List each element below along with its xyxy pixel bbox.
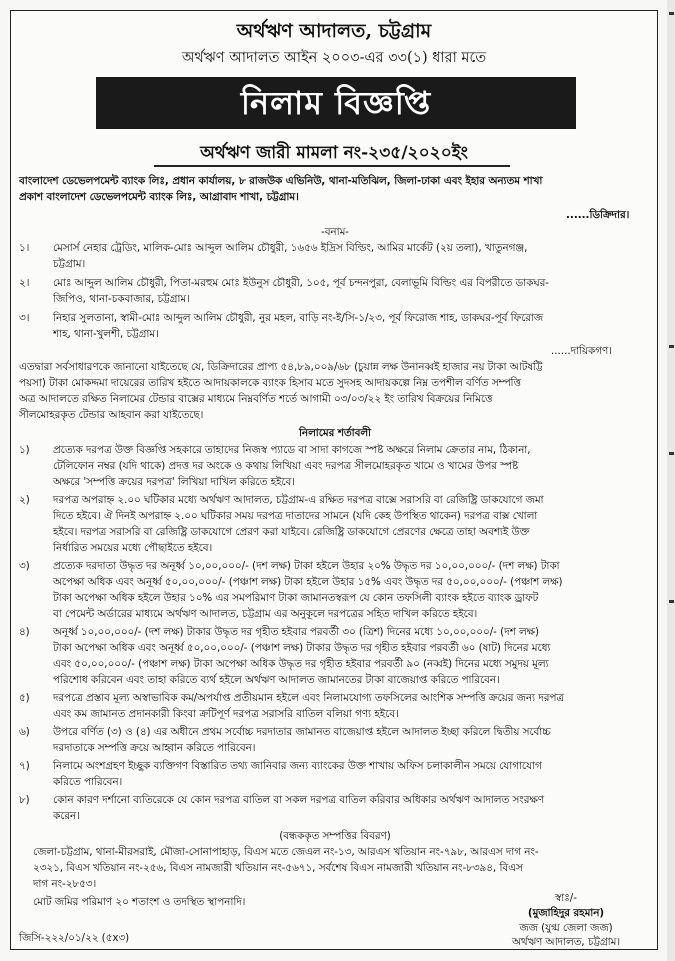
condition-line: অনূর্ধ্ব ১০,০০,০০০/- (দশ লক্ষ) টাকার উদ্ধৃত দর গৃহীত হইবার পরবর্তী ৩০ (ত্রিশ) দিনের মধ্যে ১০,০০,০০০/- (দশ লক্ষ) (53, 626, 539, 638)
condition-line: প্রত্যেক দরপত্র উক্ত বিজ্ঞপ্তি সহকারে তাহাদের নিজস্ব প্যাডে বা সাদা কাগজে স্পষ্ট অক্ষরে নিলাম ক্রেতার নাম, ঠিকানা, (53, 444, 531, 456)
defendants-role: ......দায়িকগণ। (551, 345, 612, 357)
condition-line: নিলামে অংশগ্রহণ ইচ্ছুক ব্যক্তিগণ বিস্তারিত তথ্য জানিবার জন্য ব্যাংকের উক্ত শাখায় অফিস চলাকালীন সময়ে যোগাযোগ (53, 760, 542, 772)
signature-title: জজ (যুগ্ম জেলা জজ) (519, 922, 613, 934)
case-underline (154, 165, 510, 167)
conditions-title: নিলামের শর্তাবলী (298, 427, 371, 439)
condition-number: ৬) (19, 726, 30, 738)
defendant-2-line-1: মোঃ আব্দুল আলিম চৌধুরী, পিতা-মরহুম মোঃ ইউনুস চৌধুরী, ১০৫, পূর্ব চন্দনপুরা, বেলাভূমি বিল্ডিং এর বিপরীতে ডাকঘর- (53, 277, 550, 289)
defendant-number: ৩। (19, 312, 30, 324)
condition-line: পরিশোধ করিবেন এবং তাহা করিতে ব্যর্থ হইলে অর্থঋণ আদালত জামানতের টাকা বাজেয়াপ্ত করিতে পারিবেন। (53, 674, 500, 686)
condition-line: বা পেমেন্ট অর্ডারের মাধ্যমে অর্থঋণ আদালত, চট্টগ্রাম এর অনুকূলে দরপত্রের সহিত দাখিল করিতে হইবে। (53, 608, 478, 620)
defendant-number: ১। (19, 242, 30, 254)
footer-code: জিসি-২২২/০১/২২ (৫x৩) (19, 932, 130, 944)
condition-line: দিতে হইবে। ঐ দিনই অপরাহ্ন ২.০০ ঘটিকার সময় দরপত্র দাতাদের সামনে (যদি কেহ উপস্থিত থাকেন) দরপত্র বাক্স খোলা (53, 510, 538, 522)
schedule-title: (বন্ধককৃত সম্পত্তির বিবরণ) (279, 830, 391, 842)
condition-line: প্রত্যেক দরদাতা উদ্ধৃত দর অনূর্ধ্ব ১০,০০,০০০/- (দশ লক্ষ) টাকা হইলে উহার ২০% উদ্ধৃত দর ১০,০০,০০০/- (দশ লক্ষ) টাকা (53, 560, 560, 572)
notice-banner: নিলাম বিজ্ঞপ্তি (96, 77, 576, 129)
condition-line: উপরে বর্ণিত (৩) ও (৪) এর অধীনে প্রথম সর্বোচ্চ দরদাতার জামানত বাজেয়াপ্ত হইলে আদালত ইচ্ছা করিলে দ্বিতীয় সর্বোচ্চ (53, 726, 551, 738)
defendant-2-line-2: জিপিও, থানা-চকবাজার, চট্টগ্রাম। (53, 293, 190, 305)
intro-line: পয়সা) টাকা মোকদ্দমা দায়েরের তারিখ হইতে আদায়কালকে ব্যাংক হিসাব মতে সুদসহ আদায়কল্পে নিম্ন তপশীল বর্ণিত সম্পত্তি (19, 377, 521, 389)
schedule-line: দাগ নং-২৮৫৩। (33, 878, 97, 890)
plaintiff-line-2: প্রকাশ বাংলাদেশ ডেভেলপমেন্ট ব্যাংক লিঃ, আগ্রাবাদ শাখা, চট্টগ্রাম। (19, 191, 299, 203)
condition-number: ৪) (19, 626, 30, 638)
condition-line: দরপত্র অপরাহ্ন ২.০০ ঘটিকার মধ্যে অর্থঋণ আদালত, চট্টগ্রাম-এ রক্ষিত দরপত্র বাক্সে সরাসরি বা রেজিষ্ট্রি ডাকযোগে জমা (53, 494, 544, 506)
condition-number: ৩) (19, 560, 30, 572)
condition-line: অপেক্ষা অধিক এবং অনূর্ধ্ব ৫০,০০,০০০/- (পঞ্চাশ লক্ষ) টাকা হইলে উহার ১৫% এবং উদ্ধৃত দর ৫০,০০,০০০/- (পঞ্চাশ লক্ষ) (53, 576, 563, 588)
intro-line: সীলমোহরকৃত টেন্ডার আহবান করা যাইতেছে। (19, 409, 204, 421)
condition-line: দরপত্রে প্রস্তাব মূল্য অস্বাভাবিক কম/অপর্যাপ্ত প্রতীয়মান হইলে এবং নিলামযোগ্য তফসিলের আংশিক সম্পত্তি ক্রয়ের জন্য দরপত্র (53, 692, 564, 704)
page-edge (667, 0, 675, 961)
condition-line: নির্ধারিত সময়ের মধ্যে পৌছাইতে হইবে। (53, 542, 213, 554)
condition-line: এবং ৫০,০০,০০০/- (পঞ্চাশ লক্ষ) টাকা অপেক্ষা অধিক উদ্ধৃত দর গৃহীত হইবার পরবর্তী ৯০ (নব্বই) দিনের মধ্যে সমুদয় মূল্য (53, 658, 549, 670)
defendant-3-line-2: শাহ, থানা-খুলশী, চট্টগ্রাম। (53, 328, 159, 340)
condition-line: এবং কম জামানত প্রদানকারী কিংবা ক্রটিপূর্ণ দরপত্র সরাসরি বাতিল বলিয়া গণ্য হইবে। (53, 708, 399, 720)
plaintiff-role: ......ডিক্রিদার। (566, 209, 630, 221)
defendant-number: ২। (19, 277, 30, 289)
defendant-3-line-1: নিহার সুলতানা, স্বামী-মোঃ আব্দুল আলিম চৌধুরী, নুর মহল, বাড়ি নং-ই/সি-১/২৩, পূর্ব ফিরোজ শাহ, ডাকঘর-পূর্ব ফিরোজ (53, 312, 544, 324)
intro-line: অত্র আদালতে রক্ষিত নিলামের টেন্ডার বাক্সের মাধ্যমে নিম্নবর্ণিত শর্তে আগামী ০৩/০৩/২২ ইং তারিখ বিক্রয়ের নিমিত্তে (19, 393, 493, 405)
notice-page (10, 10, 658, 950)
plaintiff-line-1: বাংলাদেশ ডেভেলপমেন্ট ব্যাংক লিঃ, প্রধান কার্যালয়, ৮ রাজউক এভিনিউ, থানা-মতিঝিল, জিলা-ঢাকা এবং ইহার অন্যতম শাখা (19, 175, 543, 187)
condition-line: কোন কারণ দর্শানো ব্যতিরেকে যে কোন দরপত্র বাতিল বা সকল দরপত্র বাতিল করিবার অধিকার অর্থঋণ আদালত সংরক্ষণ (53, 794, 544, 806)
intro-line: এতদ্বারা সর্বসাধারণকে জানানো যাইতেছে যে, ডিক্রিদারের প্রাপ্য ৫৪,৮৯,০০৯/৬৮ (চুয়ান্ন লক্ষ উনানব্বই হাজার নয় টাকা আটষট্টি (19, 361, 543, 373)
versus-label: -বনাম- (320, 226, 349, 238)
defendant-1-line-2: চট্টগ্রাম। (53, 258, 86, 270)
signature-sd: স্বাঃ/- (555, 892, 577, 904)
condition-number: ৫) (19, 692, 30, 704)
total-land: মোট জমির পরিমাণ ২০ শতাংশ ও তদস্থিত স্থাপনাদি। (33, 896, 246, 908)
condition-line: করেন। (53, 810, 80, 822)
act-line: অর্থঋণ আদালত আইন ২০০৩-এর ৩৩(১) ধারা মতে (181, 50, 487, 66)
condition-number: ৮) (19, 794, 30, 806)
condition-line: হইবে। দরপত্র সরাসরি বা রেজিষ্ট্রি ডাকযোগে প্রেরণ করা যাইবে। রেজিষ্ট্রি ডাকযোগে প্রেরণের ক্ষেত্রে তাহা অবশ্যই উক্ত (53, 526, 530, 538)
case-number: অর্থঋণ জারী মামলা নং-২৩৫/২০২০ইং (200, 143, 468, 163)
condition-number: ২) (19, 494, 30, 506)
condition-line: দরদাতাকে সম্পত্তি ক্রয়ে আহ্বান করিতে পারিবেন। (53, 742, 256, 754)
condition-number: ১) (19, 444, 30, 456)
signature-name: (মুজাহিদুর রহমান) (527, 907, 605, 919)
condition-line: টাকা অপেক্ষা অধিক এবং অনূর্ধ্ব ৫০,০০,০০০/- (পঞ্চাশ লক্ষ) টাকার উদ্ধৃত দর গৃহীত হইবার পরবর্তী ৬০ (ষাট) দিনের মধ্যে (53, 642, 551, 654)
condition-line: করিতে পারিবেন। (53, 776, 123, 788)
schedule-line: ২৩২১, বিএস খতিয়ান নং-২৫৬, বিএস নামজারী খতিয়ান নং-৫৬৭১, সর্বশেষ বিএস নামজারী খতিয়ান নং-৮৩৯৪, বিএস (33, 862, 523, 874)
court-title: অর্থঋণ আদালত, চট্টগ্রাম (236, 20, 432, 42)
schedule-line: জেলা-চট্টগ্রাম, থানা-মীরসরাই, মৌজা-সোনাপাহাড়, বিএস মতে জেএল নং-১৩, আরএস খতিয়ান নং-৭৯৮, আরএস দাগ নং- (33, 846, 539, 858)
defendant-1-line-1: মেসার্স নেহার ট্রেডিং, মালিক-মোঃ আব্দুল আলিম চৌধুরী, ১৬৫৬ ইদ্রিস বিল্ডিং, আমির মার্কেট (২য় তলা), খাতুনগঞ্জ, (53, 242, 528, 254)
condition-line: টাকা অপেক্ষা অধিক হইলে উহার ১০% এর সমপরিমাণ টাকা জামানতস্বরূপ যে কোন তফসিলী ব্যাংক হইতে ব্যাংক ড্রাফট (53, 592, 539, 604)
condition-line: অক্ষরে 'সম্পত্তি ক্রয়ের দরপত্র' লিখিয়া দাখিল করিতে হইবে। (53, 476, 295, 488)
condition-line: টেলিফোন নম্বর (যদি থাকে) প্রদত্ত দর অংকে ও কথায় লিখিয়া এবং দরপত্র সীলমোহরকৃত খামে ও খামের উপর স্পষ্ট (53, 460, 519, 472)
signature-court: অর্থঋণ আদালত, চট্টগ্রাম। (511, 936, 621, 948)
condition-number: ৭) (19, 760, 30, 772)
